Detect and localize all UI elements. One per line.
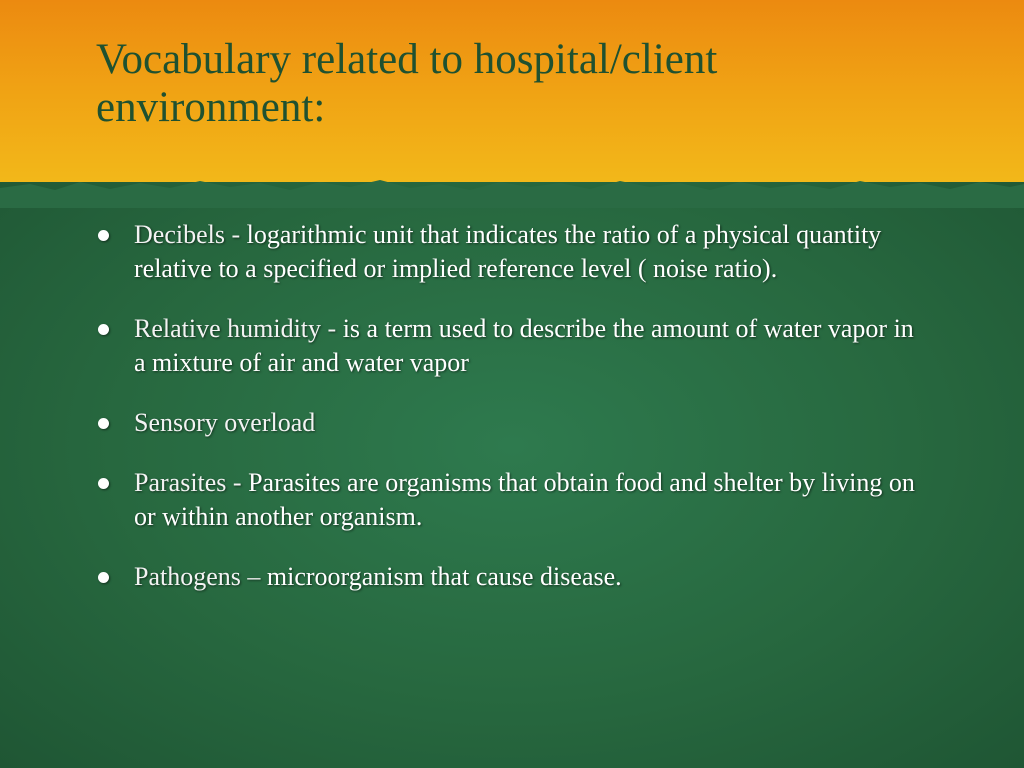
bullet-definition: is a term used to describe the amount of water vapor in a mixture of air and water vapor <box>134 314 914 377</box>
bullet-term: Decibels - <box>134 220 247 249</box>
bullet-term: Parasites - <box>134 468 249 497</box>
bullet-list <box>98 218 918 620</box>
list-item <box>98 466 918 534</box>
bullet-dot-icon <box>98 324 109 335</box>
bullet-definition: logarithmic unit that indicates the ratio of a physical quantity relative to a specified or implied reference level ( noise ratio). <box>134 220 882 283</box>
bullet-dot-icon <box>98 572 109 583</box>
bullet-term: Sensory overload <box>134 408 316 437</box>
list-item <box>98 218 918 286</box>
bullet-dot-icon <box>98 478 109 489</box>
bullet-dot-icon <box>98 230 109 241</box>
list-item <box>98 406 918 440</box>
bullet-term: Pathogens – <box>134 562 267 591</box>
bullet-dot-icon <box>98 418 109 429</box>
bullet-definition: Parasites are organisms that obtain food and shelter by living on or within another organism. <box>134 468 915 531</box>
list-item <box>98 560 918 594</box>
bullet-definition: microorganism that cause disease. <box>266 562 622 591</box>
list-item <box>98 312 918 380</box>
torn-edge-decoration <box>0 168 1024 208</box>
slide-title: Vocabulary related to hospital/client environment: <box>96 36 718 131</box>
bullet-term: Relative humidity - <box>134 314 343 343</box>
